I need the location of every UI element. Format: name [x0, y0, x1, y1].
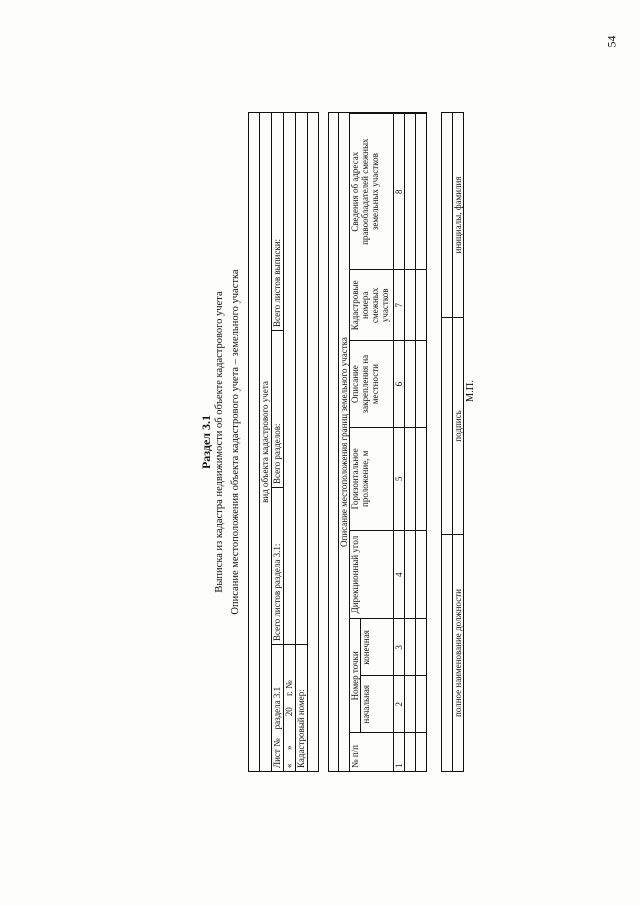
- column-number-1: 1: [394, 733, 405, 772]
- cadastral-number-label: Кадастровый номер:: [296, 689, 306, 768]
- column-number-3: 3: [394, 619, 405, 676]
- year-suffix: г. №: [284, 680, 294, 696]
- cadastral-number-cell: [296, 645, 308, 772]
- boundaries-table: [328, 112, 427, 772]
- section-title: Раздел 3.1: [199, 414, 213, 470]
- position-label-cell: [453, 535, 464, 772]
- header-horizontal-distance: Горизонтальное проложение, м: [350, 427, 394, 530]
- year-prefix: 20: [284, 707, 294, 717]
- signature-field: [442, 318, 453, 535]
- sheet-number-cell: [272, 645, 284, 772]
- column-number-8: 8: [394, 114, 405, 270]
- boundaries-blank-top: [329, 113, 339, 772]
- column-number-6: 6: [394, 341, 405, 428]
- name-label: инициалы, фамилия: [453, 176, 463, 254]
- date-quote-open: «: [284, 763, 294, 768]
- sheet-number-label: Лист №: [272, 738, 282, 768]
- total-sections-cell: [272, 331, 284, 488]
- position-label: полное наименование должности: [453, 589, 463, 717]
- date-cell: [284, 645, 296, 772]
- header-fixing-description: Описание закрепления на местности: [350, 341, 394, 428]
- blank-footer-cell: [308, 113, 319, 772]
- document-subtitle: Выписка из кадастра недвижимости об объекте кадастрового учета: [214, 291, 225, 593]
- object-type-cell: [260, 113, 272, 772]
- signature-label-cell: [453, 318, 464, 535]
- header-adjacent-owners: Сведения об адресах правообладателей смежных земельных участков: [350, 114, 394, 270]
- column-number-7: 7: [394, 270, 405, 341]
- boundaries-title: Описание местоположения границ земельного участка: [339, 337, 349, 547]
- header-index: № п/п: [350, 733, 394, 772]
- boundaries-title-cell: [339, 113, 350, 772]
- document-description: Описание местоположения объекта кадастрового учета – земельного участка: [230, 269, 241, 615]
- header-spacer: [350, 113, 394, 114]
- cadastral-number-value-cell: [296, 113, 308, 645]
- object-type-label: вид объекта кадастрового учета: [260, 381, 270, 503]
- total-sheets-section-cell: [272, 488, 284, 645]
- table-row: [416, 113, 427, 772]
- stamp-label: М.П.: [465, 380, 476, 403]
- section-ref-label: раздела 3.1: [272, 686, 282, 730]
- position-field: [442, 535, 453, 772]
- column-number-5: 5: [394, 427, 405, 530]
- header-start-point: начальная: [361, 676, 394, 733]
- total-sheets-section-label: Всего листов раздела 3.1:: [272, 543, 282, 641]
- total-sections-label: Всего разделов:: [272, 423, 282, 484]
- header-end-point: конечная: [361, 619, 394, 676]
- total-sheets-extract-label: Всего листов выписки:: [272, 238, 282, 327]
- column-number-spacer: [394, 113, 405, 114]
- signature-table: [441, 112, 464, 772]
- column-number-4: 4: [394, 530, 405, 619]
- name-field: [442, 113, 453, 318]
- date-blank-cell: [284, 113, 296, 645]
- blank-header-cell: [249, 113, 260, 772]
- date-quote-close: »: [284, 745, 294, 750]
- header-adjacent-cadastral: Кадастровые номера смежных участков: [350, 270, 394, 341]
- table-row: [405, 113, 416, 772]
- header-point-number: Номер точки: [350, 619, 361, 733]
- signature-label: подпись: [453, 410, 463, 442]
- header-direction-angle: Дирекционный угол: [350, 530, 394, 619]
- column-number-2: 2: [394, 676, 405, 733]
- page-number: 54: [604, 35, 619, 48]
- sheet-info-table: [248, 112, 319, 772]
- total-sheets-extract-cell: [272, 113, 284, 331]
- rotated-document: [199, 112, 476, 772]
- name-label-cell: [453, 113, 464, 318]
